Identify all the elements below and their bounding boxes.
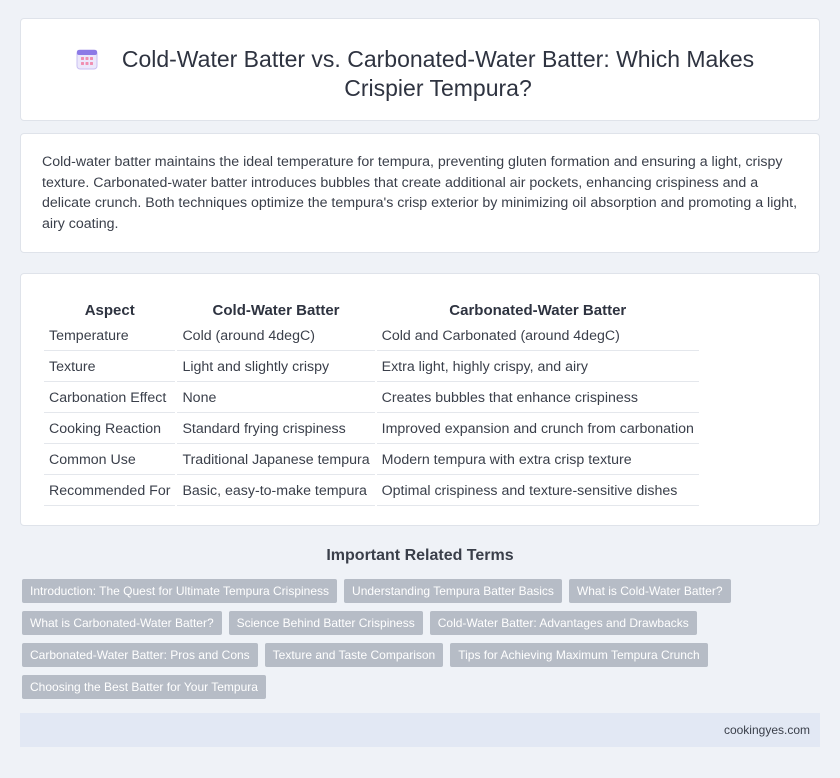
footer-site-name[interactable]: cookingyes.com bbox=[723, 723, 810, 737]
table-header-row bbox=[44, 298, 699, 320]
related-term-tag[interactable]: Science Behind Batter Crispiness bbox=[229, 611, 423, 635]
table-cell: Optimal crispiness and texture-sensitive dishes bbox=[377, 477, 699, 506]
related-term-tag[interactable]: Tips for Achieving Maximum Tempura Crunch bbox=[450, 643, 707, 667]
related-term-tag[interactable]: What is Cold-Water Batter? bbox=[569, 579, 731, 603]
table-cell: Temperature bbox=[44, 322, 175, 351]
table-cell: Recommended For bbox=[44, 477, 175, 506]
table-cell: Modern tempura with extra crisp texture bbox=[377, 446, 699, 475]
calendar-icon bbox=[75, 47, 99, 71]
related-term-tag[interactable]: What is Carbonated-Water Batter? bbox=[22, 611, 222, 635]
table-row bbox=[44, 477, 699, 506]
related-term-tag[interactable]: Cold-Water Batter: Advantages and Drawbacks bbox=[430, 611, 697, 635]
column-header-carbonated-water: Carbonated-Water Batter bbox=[449, 301, 627, 319]
table-cell: Texture bbox=[44, 353, 175, 382]
table-cell: Cold (around 4degC) bbox=[177, 322, 374, 351]
footer bbox=[20, 713, 820, 747]
table-cell: Creates bubbles that enhance crispiness bbox=[377, 384, 699, 413]
table-cell: Standard frying crispiness bbox=[177, 415, 374, 444]
title-wrap bbox=[21, 45, 819, 103]
column-header-cold-water: Cold-Water Batter bbox=[212, 301, 340, 319]
table-cell: Common Use bbox=[44, 446, 175, 475]
intro-card bbox=[20, 133, 820, 253]
table-cell: Carbonation Effect bbox=[44, 384, 175, 413]
related-term-tag[interactable]: Carbonated-Water Batter: Pros and Cons bbox=[22, 643, 258, 667]
intro-paragraph: Cold-water batter maintains the ideal temperature for tempura, preventing gluten formation and ensuring a light, crispy texture. Carbonated-water batter introduces bubbles that create additional air pockets, enhancing crispiness and a delicate crunch. Both techniques optimize the tempura's crisp exterior by minimizing oil absorption and promoting a light, airy coating. bbox=[42, 154, 798, 232]
table-cell: None bbox=[177, 384, 374, 413]
table-row bbox=[44, 353, 699, 382]
title-card bbox=[20, 18, 820, 121]
page-title: Cold-Water Batter vs. Carbonated-Water Batter: Which Makes Crispier Tempura? bbox=[121, 46, 755, 101]
column-header-aspect: Aspect bbox=[84, 301, 135, 319]
comparison-table bbox=[42, 296, 701, 508]
table-row bbox=[44, 384, 699, 413]
related-term-tag[interactable]: Understanding Tempura Batter Basics bbox=[344, 579, 562, 603]
table-cell: Basic, easy-to-make tempura bbox=[177, 477, 374, 506]
table-row bbox=[44, 446, 699, 475]
table-cell: Traditional Japanese tempura bbox=[177, 446, 374, 475]
table-cell: Cooking Reaction bbox=[44, 415, 175, 444]
table-cell: Improved expansion and crunch from carbonation bbox=[377, 415, 699, 444]
related-term-tag[interactable]: Introduction: The Quest for Ultimate Tempura Crispiness bbox=[22, 579, 337, 603]
related-term-tag[interactable]: Choosing the Best Batter for Your Tempura bbox=[22, 675, 266, 699]
table-cell: Cold and Carbonated (around 4degC) bbox=[377, 322, 699, 351]
table-row bbox=[44, 415, 699, 444]
related-terms-list bbox=[22, 579, 812, 707]
table-row bbox=[44, 322, 699, 351]
comparison-card bbox=[20, 273, 820, 526]
table-cell: Light and slightly crispy bbox=[177, 353, 374, 382]
related-term-tag[interactable]: Texture and Taste Comparison bbox=[265, 643, 444, 667]
table-cell: Extra light, highly crispy, and airy bbox=[377, 353, 699, 382]
related-terms-heading: Important Related Terms bbox=[326, 547, 514, 564]
